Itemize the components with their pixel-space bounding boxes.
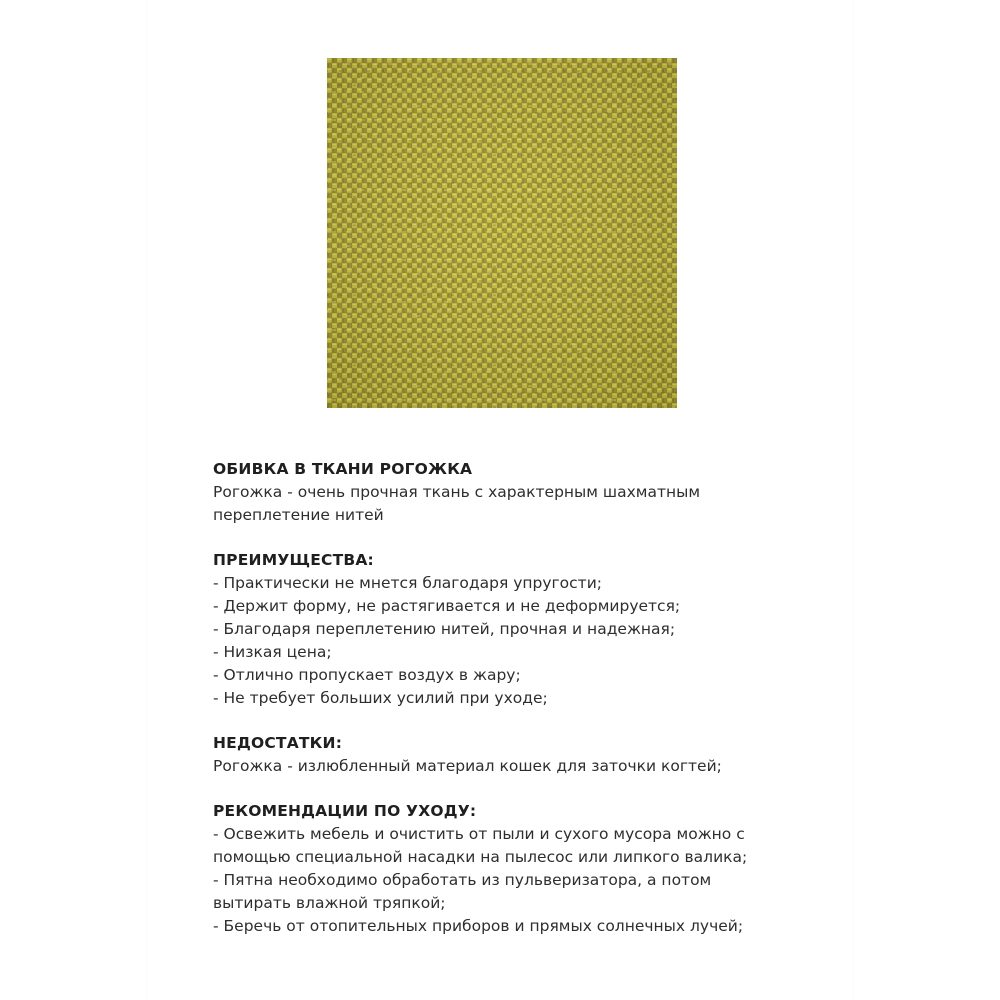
section-title: НЕДОСТАТКИ:: [213, 734, 343, 752]
section-title: ОБИВКА В ТКАНИ РОГОЖКА: [213, 460, 473, 478]
list-item: - Низкая цена;: [213, 643, 332, 661]
fabric-swatch-image: [327, 58, 677, 408]
list-item: - Благодаря переплетению нитей, прочная и надежная;: [213, 620, 676, 638]
section-disadvantages: [213, 732, 813, 778]
text-line: Рогожка - очень прочная ткань с характерным шахматным: [213, 483, 701, 501]
text-line: переплетение нитей: [213, 506, 384, 524]
section-care: [213, 800, 813, 938]
section-upholstery: [213, 458, 813, 527]
list-item: - Держит форму, не растягивается и не деформируется;: [213, 597, 681, 615]
section-advantages: [213, 549, 813, 710]
list-item: - Отлично пропускает воздух в жару;: [213, 666, 521, 684]
list-item: помощью специальной насадки на пылесос или липкого валика;: [213, 848, 748, 866]
text-line: Рогожка - излюбленный материал кошек для заточки когтей;: [213, 757, 722, 775]
list-item: вытирать влажной тряпкой;: [213, 894, 446, 912]
list-item: - Не требует больших усилий при уходе;: [213, 689, 548, 707]
fabric-swatch-svg: [327, 58, 677, 408]
list-item: - Пятна необходимо обработать из пульверизатора, а потом: [213, 871, 712, 889]
list-item: - Практически не мнется благодаря упругости;: [213, 574, 603, 592]
description-text: [213, 458, 813, 938]
section-title: ПРЕИМУЩЕСТВА:: [213, 551, 374, 569]
section-title: РЕКОМЕНДАЦИИ ПО УХОДУ:: [213, 802, 477, 820]
list-item: - Освежить мебель и очистить от пыли и сухого мусора можно с: [213, 825, 745, 843]
list-item: - Беречь от отопительных приборов и прямых солнечных лучей;: [213, 917, 744, 935]
